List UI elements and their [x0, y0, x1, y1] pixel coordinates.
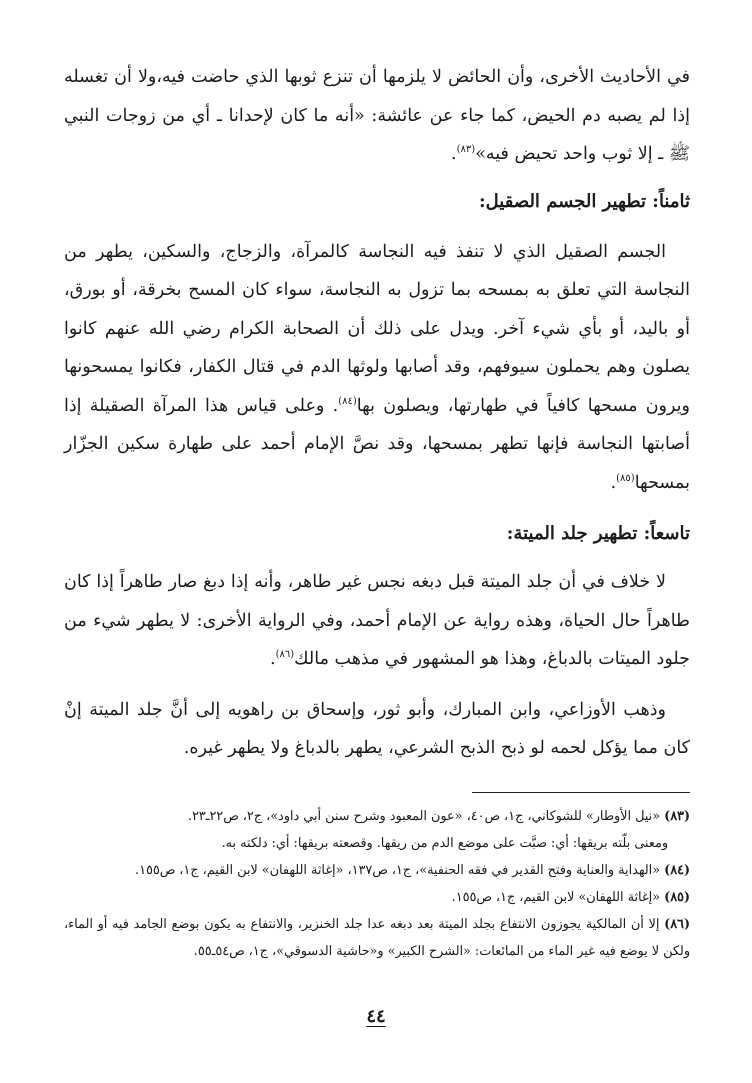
footnote-83	[64, 803, 690, 830]
footnote-84	[64, 857, 690, 884]
footnote-text: «الهداية والعناية وفتح القدير في فقه الحنفية»، ج١، ص١٣٧، «إغاثة اللهفان» لابن القيم، ج١، ص١٥٥.	[135, 862, 661, 878]
footnote-number: (٨٣)	[664, 808, 690, 824]
top-paragraph-line: زوجات النبي ﷺ ـ إلا ثوب واحد تحيض فيه»	[64, 105, 690, 164]
section-heading-carcass-skin: تاسعاً: تطهير جلد الميتة:	[506, 523, 690, 544]
carcass-skin-paragraph-1	[64, 563, 690, 679]
footnote-text: «نيل الأوطار» للشوكاني، ج١، ص٤٠، «عون المعبود وشرح سنن أبي داود»، ج٢، ص٢٢ـ٢٣.	[187, 808, 661, 824]
footnote-ref-85[interactable]: (٨٥)	[616, 472, 635, 484]
sentence-end: .	[451, 144, 457, 164]
carcass-skin-paragraph-2: وذهب الأوزاعي، وابن المبارك، وأبو ثور، وإسحاق بن راهويه إلى أنَّ جلد الميتة إنْ كان مما يؤكل لحمه لو ذبح الذبح الشرعي، يطهر بالدباغ ولا يطهر غيره.	[64, 699, 690, 758]
footnote-number: (٨٥)	[664, 889, 690, 905]
footnote-separator	[472, 792, 690, 793]
paragraph-text: الجسم الصقيل الذي لا تنفذ فيه النجاسة كالمرآة، والزجاج، والسكين، يطهر من النجاسة التي تعلق به بمسحه بما تزول به النجاسة، سواء كان المسح بخرقة، أو بورق، أو باليد، أو بأي شيء آخر. ويدل على ذلك أن الصحابة الكرام رضي الله عنهم كانوا يصلون وهم يحملون سيوفهم، وقد أصابها ولوثها الدم في قتال الكفار، فكانوا يمسحونها ويرون مسحها كافياً في طهارتها، ويصلون بها	[64, 241, 690, 416]
top-paragraph	[64, 58, 690, 174]
top-paragraph-line: في الأحاديث الأخرى، وأن الحائض لا يلزمها أن تنزع ثوبها الذي حاضت فيه،ولا أن	[114, 67, 690, 87]
footnotes	[64, 803, 690, 965]
footnote-ref-84[interactable]: (٨٤)	[338, 395, 357, 407]
section-heading-polished-body: ثامناً: تطهير الجسم الصقيل:	[479, 190, 690, 212]
sentence-end: .	[270, 649, 276, 669]
footnote-number: (٨٦)	[664, 916, 690, 932]
footnote-85	[64, 884, 690, 911]
footnote-number: (٨٤)	[664, 862, 690, 878]
footnote-86	[64, 911, 690, 965]
footnote-83-continued	[64, 830, 690, 857]
footnote-text: «إغاثة اللهفان» لابن القيم، ج١، ص١٥٥.	[451, 889, 661, 905]
polished-body-paragraph	[64, 233, 690, 503]
footnote-text: إلا أن المالكية يجوزون الانتفاع بجلد الميتة بعد دبغه عدا جلد الخنزير، والانتفاع به يكون بوضع الجامد فيه أو الماء، ولكن لا يوضع فيه غير الماء من المائعات: «الشرح الكبير» و«حاشية الدسوقي»، ج١، ص٥٤ـ٥٥.	[64, 916, 690, 959]
paragraph-text: لا خلاف في أن جلد الميتة قبل دبغه نجس غير طاهر، وأنه إذا دبغ صار طاهراً إذا كان طاهراً حال الحياة، وهذه رواية عن الإمام أحمد، وفي الرواية الأخرى: لا يطهر شيء من جلود الميتات بالدباغ، وهذا هو المشهور في مذهب مالك	[64, 572, 690, 669]
page-number: ٤٤	[366, 1006, 386, 1027]
footnote-ref-83[interactable]: (٨٣)	[456, 144, 476, 156]
footnote-text: ومعنى بلّته بريقها: أي: صبَّت على موضع الدم من ريقها. وقصعته بريقها: أي: دلكته به.	[221, 835, 668, 851]
sentence-end: .	[610, 472, 617, 493]
top-paragraph-line: تغسله إذا لم يصبه دم الحيض، كما جاء عن عائشة: «أنه ما كان لإحدانا ـ أي من	[64, 67, 690, 126]
footnote-ref-86[interactable]: (٨٦)	[275, 649, 295, 661]
paragraph-text: . وعلى قياس هذا المرآة الصقيلة إذا أصابتها النجاسة فإنها تطهر بمسحها، وقد نصَّ الإمام أحمد على طهارة سكين الجزّار بمسحها	[64, 395, 690, 493]
